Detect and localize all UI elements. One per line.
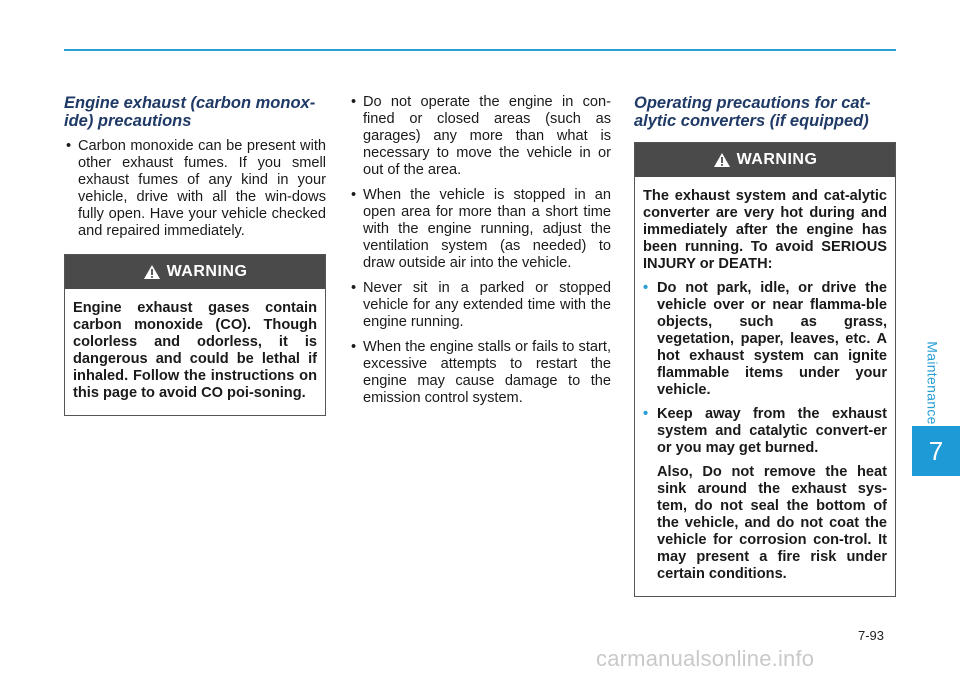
warning-intro: The exhaust system and cat-alytic converter are very hot during and immediately after the engine has been running. To avoid SERIOUS INJURY or DEATH: (643, 188, 887, 272)
watermark: carmanualsonline.info (596, 646, 815, 671)
warning-triangle-icon (713, 152, 731, 168)
bullet-item: • When the engine stalls or fails to start, excessive attempts to restart the engine may cause damage to the emission control system. (349, 339, 611, 407)
bullet-item: • Carbon monoxide can be present with other exhaust fumes. If you smell exhaust fumes of any kind in your vehicle, drive with all the win-dows fully open. Have your vehicle checked and repaired immediately. (64, 138, 326, 240)
warning-header: WARNING (635, 143, 895, 177)
chapter-tab: 7 (912, 426, 960, 476)
page-number: 7-93 (858, 628, 885, 643)
bullet-item: • Never sit in a parked or stopped vehicle for any extended time with the engine running. (349, 280, 611, 331)
header-rule (64, 49, 896, 51)
warning-list-item: • Do not park, idle, or drive the vehicle over or near flamma-ble objects, such as grass, vegetation, paper, leaves, etc. A hot exhaust system can ignite flammable items under your vehicle. (643, 280, 887, 398)
warning-box-co (64, 254, 326, 416)
warning-list-item: • Keep away from the exhaust system and catalytic convert-er or you may get burned. (643, 406, 887, 456)
warning-box-catalytic (634, 142, 896, 597)
section-heading-catalytic: Operating precautions for cat-alytic converters (if equipped) (634, 94, 871, 130)
column-3 (634, 94, 896, 597)
warning-text (635, 177, 895, 596)
bullet-item: • When the vehicle is stopped in an open area for more than a short time with the engine running, adjust the ventilation system (as needed) to draw outside air into the vehicle. (349, 187, 611, 272)
bullet-item: • Do not operate the engine in con-fined or closed areas (such as garages) any more than what is necessary to move the vehicle in or out of the area. (349, 94, 611, 179)
warning-header: WARNING (65, 255, 325, 289)
column-2 (349, 94, 611, 415)
section-heading-co: Engine exhaust (carbon monox-ide) precautions (64, 94, 316, 130)
bullet-dot-icon: • (643, 406, 649, 422)
warning-text: Engine exhaust gases contain carbon monoxide (CO). Though colorless and odorless, it is dangerous and could be lethal if inhaled. Follow the instructions on this page to avoid CO poi-soning. (73, 300, 317, 401)
warning-triangle-icon (143, 264, 161, 280)
column-1 (64, 94, 326, 416)
warning-continuation: Also, Do not remove the heat sink around the exhaust sys-tem, do not seal the bottom of the vehicle, and do not coat the vehicle for corrosion con-trol. It may present a fire risk under certain conditions. (657, 464, 887, 582)
section-label: Maintenance (925, 341, 941, 425)
bullet-dot-icon: • (643, 280, 649, 296)
